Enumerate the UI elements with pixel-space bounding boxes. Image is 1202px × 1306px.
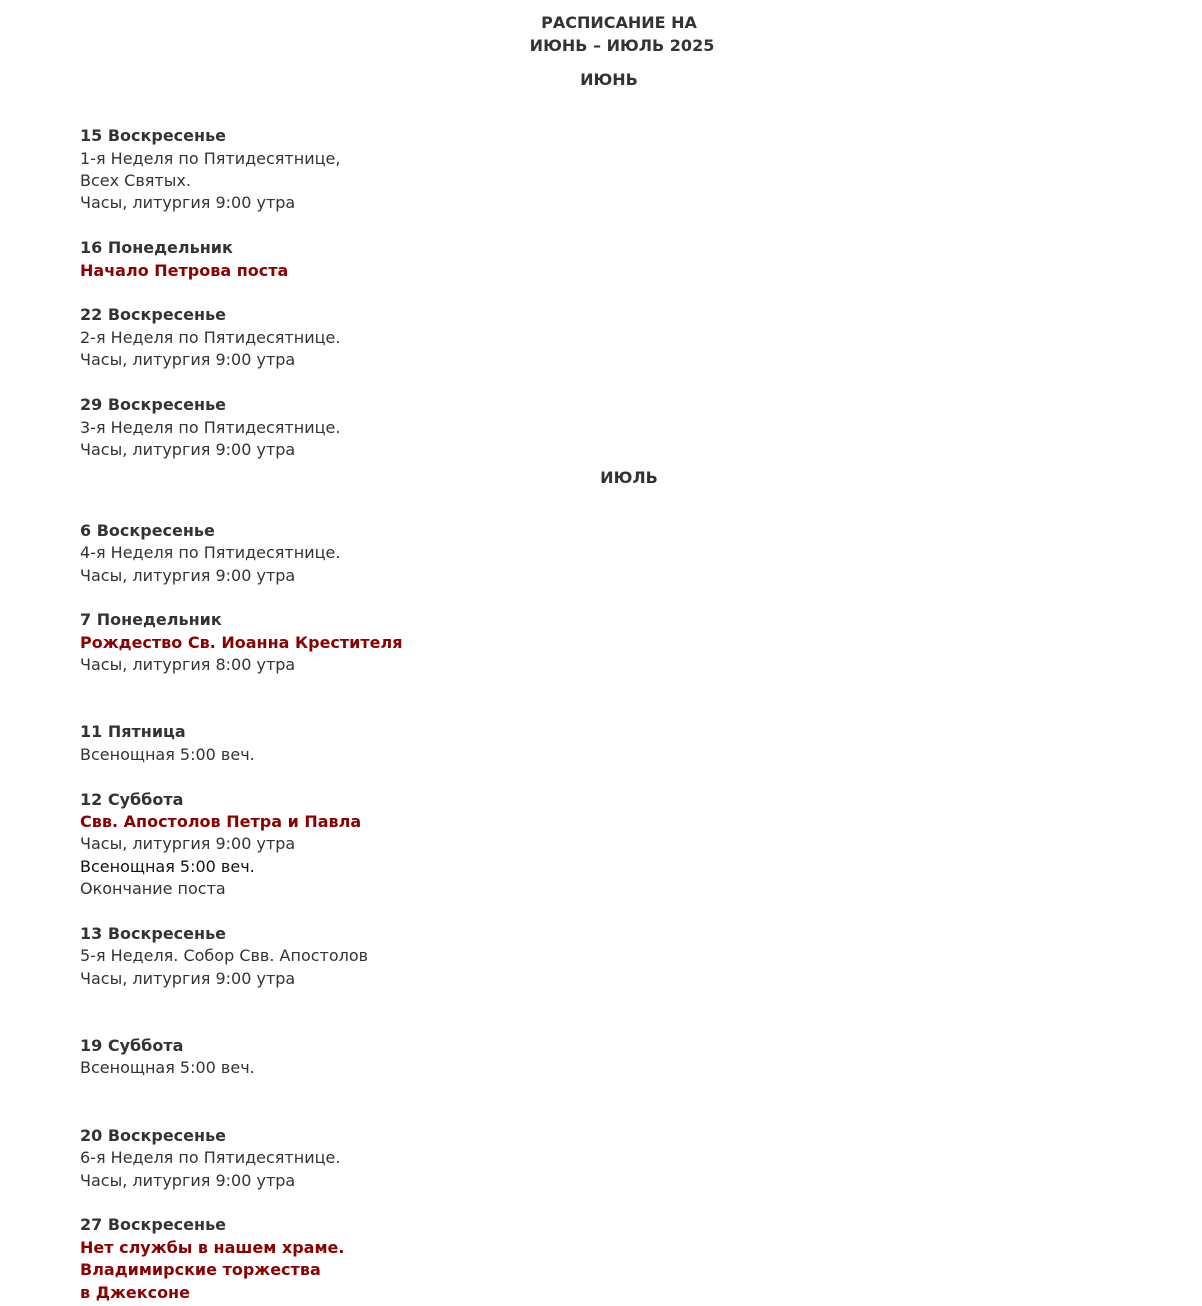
service-line: Часы, литургия 8:00 утра [80, 655, 296, 674]
day-heading: 29 Воскресенье [80, 395, 227, 414]
feast-line: Владимирские торжества [80, 1260, 321, 1279]
service-line: 4-я Неделя по Пятидесятнице. [80, 543, 341, 562]
service-line: Всенощная 5:00 веч. [80, 745, 255, 764]
page-title-line-1: РАСПИСАНИЕ НА [541, 13, 697, 32]
service-line: Часы, литургия 9:00 утра [80, 193, 296, 212]
day-heading: 27 Воскресенье [80, 1215, 227, 1234]
service-line: Окончание поста [80, 879, 226, 898]
day-heading: 22 Воскресенье [80, 305, 227, 324]
day-heading: 19 Суббота [80, 1036, 184, 1055]
month-heading-june: ИЮНЬ [580, 70, 638, 89]
feast-line: Начало Петрова поста [80, 261, 289, 280]
service-line: Всенощная 5:00 веч. [80, 857, 255, 876]
service-line: Часы, литургия 9:00 утра [80, 1171, 296, 1190]
service-line: Часы, литургия 9:00 утра [80, 834, 296, 853]
day-heading: 7 Понедельник [80, 610, 222, 629]
service-line: 1-я Неделя по Пятидесятнице, [80, 149, 341, 168]
day-heading: 11 Пятница [80, 722, 186, 741]
service-line: Часы, литургия 9:00 утра [80, 350, 296, 369]
day-heading: 13 Воскресенье [80, 924, 227, 943]
service-line: 5-я Неделя. Собор Свв. Апостолов [80, 946, 369, 965]
feast-line: Нет службы в нашем храме. [80, 1238, 345, 1257]
day-heading: 16 Понедельник [80, 238, 233, 257]
service-line: 3-я Неделя по Пятидесятнице. [80, 418, 341, 437]
page-title-line-2: ИЮНЬ – ИЮЛЬ 2025 [529, 36, 715, 55]
service-line: Часы, литургия 9:00 утра [80, 440, 296, 459]
day-heading: 12 Суббота [80, 790, 184, 809]
day-heading: 6 Воскресенье [80, 521, 215, 540]
month-heading-july: ИЮЛЬ [600, 468, 658, 487]
day-heading: 15 Воскресенье [80, 126, 227, 145]
feast-line: Рождество Св. Иоанна Крестителя [80, 633, 403, 652]
service-line: 6-я Неделя по Пятидесятнице. [80, 1148, 341, 1167]
service-line: Всех Святых. [80, 171, 191, 190]
day-heading: 20 Воскресенье [80, 1126, 227, 1145]
feast-line: Свв. Апостолов Петра и Павла [80, 812, 362, 831]
service-line: Часы, литургия 9:00 утра [80, 969, 296, 988]
service-line: Часы, литургия 9:00 утра [80, 566, 296, 585]
service-line: 2-я Неделя по Пятидесятнице. [80, 328, 341, 347]
feast-line: в Джексоне [80, 1283, 190, 1302]
service-line: Всенощная 5:00 веч. [80, 1058, 255, 1077]
